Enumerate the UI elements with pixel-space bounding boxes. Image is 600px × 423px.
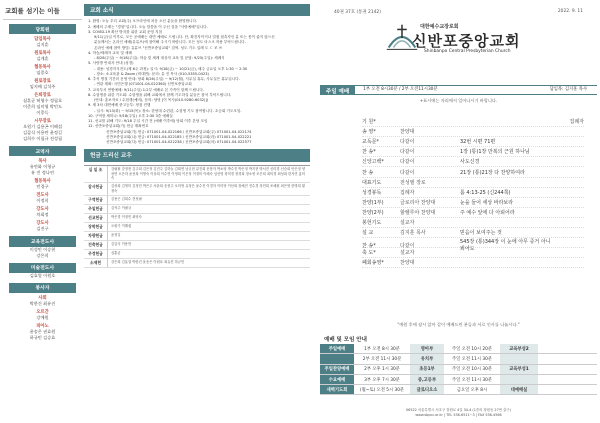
staff-names: 김진구 (36, 226, 49, 232)
order-item: 축 도* (362, 250, 376, 257)
dept-place: 교육부성2 (500, 344, 538, 354)
staff-names: 이준희 임미영 박민도 (22, 104, 63, 110)
issue-number: 40권 37호 (통권 2142) (334, 10, 381, 15)
staff-role: 전도사 (36, 193, 49, 199)
order-row (362, 218, 584, 228)
order-row (362, 188, 584, 198)
order-item: 찬양(1부) (362, 199, 384, 206)
news-item: - 연관 계좌: 국민은행 (071001-04-022360) 신반포중앙교회 (94, 82, 192, 87)
order-leader: 설교자 (400, 250, 415, 257)
news-item: 3. COVID-19 확산 방지를 위한 교회 운영 지침 (88, 29, 162, 34)
offering-type: 건축헌금 (84, 241, 108, 250)
worship-time: 2부 오전 11시 30분 (354, 354, 410, 364)
news-item: - 일시: 9/13(화) ~ 9/15(목): 장소: 한양대 수련관, 수험생 기도 참여합니다. 초등회 기도모임. (94, 108, 242, 113)
staff-names: 김효열 이원호 (29, 272, 56, 278)
worship-name: 주일찬양예배 (320, 365, 354, 375)
staff-role: 목사 (38, 159, 47, 165)
offering-names: 윤정길 (108, 232, 310, 241)
order-leader: 김지훈 목사 (400, 230, 426, 237)
service-column (320, 3, 597, 419)
order-detail: 사도신경 (460, 159, 480, 166)
dept-time: 주일 오전 10시 30분 (444, 365, 500, 375)
staff-role: 시무장로 (34, 119, 51, 125)
worship-schedule-title: 예배 및 모임 안내 (324, 337, 367, 343)
order-detail: 545장 (통)344장 이 눈에 아무 증거 아니 뵈어도 (460, 239, 551, 253)
offering-type: 주일헌금 (84, 205, 108, 214)
account-line: 신반포중앙교회(다) 헌금: 071001-04-022238 / 신반포중앙교회(마) 071001-04-022577 (106, 140, 252, 145)
staff-column (3, 3, 82, 419)
order-detail: 롬 4:13-25 (신244쪽) (460, 189, 511, 196)
staff-role: 원로장로 (34, 79, 51, 85)
worship-name: 새벽기도회 (320, 385, 354, 395)
news-item: 5. 사랑방 안내서 안내 (성경) (88, 61, 134, 66)
news-heading: 교회 소식 (84, 4, 310, 16)
offering-type: 구역헌금 (84, 196, 108, 205)
dept-name: 유치부 (410, 354, 444, 364)
staff-section (3, 24, 82, 142)
staff-names: 박한건 최유진 (29, 300, 56, 306)
order-item: 찬 송 (362, 169, 374, 176)
order-leader: 다같이 (400, 242, 415, 249)
staff-names: 오원기 김용곤 이해섭 (22, 124, 63, 130)
order-row (362, 228, 584, 238)
order-detail: 1장 (통)1장 만복의 근원 하나님 (460, 149, 530, 156)
staff-names: 임지배 김석주 (29, 84, 56, 90)
dept-name: 글로디오소 (410, 385, 444, 395)
offering-type: 장학헌금 (84, 223, 108, 232)
staff-section-heading: 당회원 (9, 24, 76, 34)
order-item: 송 영* (362, 129, 376, 136)
news-item: - 8/28(주일) ~ 9/18(주일): 학습 및 세례 대상자 교육 및 문답: 9/25(주일): 세례식 (94, 56, 225, 61)
dept-time: 주일 오전 11시 30분 (444, 375, 500, 385)
church-footer (320, 408, 597, 417)
order-leader: 다같이 (400, 159, 415, 166)
staff-role: 담임목사 (34, 37, 51, 43)
staff-names: 윤송은 권효원 (29, 328, 56, 334)
worship-name (320, 354, 354, 364)
news-list (84, 19, 310, 129)
staff-names: 김지훈 (36, 42, 49, 48)
stand-note: +표시에는 자리에서 일어나시기 바랍니다. (419, 98, 498, 103)
staff-section-heading: 교육전도사 (9, 236, 76, 246)
offering-names: 박은경 이정민 최영숙 (108, 214, 310, 223)
staff-section (3, 263, 82, 279)
news-item: 10. 구역장 세미나: 9/18(주일) 오후 2:30 3층 예배실 (88, 113, 173, 118)
news-item: (안내: 홍보자료 / 수험생(예비), 문의: 담당 [이 목사(010-9280-6032)]) (94, 98, 209, 103)
staff-role: 오르간 (36, 309, 49, 315)
order-role: 집례자 (569, 119, 584, 126)
news-item: 온라인 예배 참여 방법: 유튜브 "신반포중앙교회" 검색. 성도 기도 입례 도 ㄷ 조 쓰 (94, 45, 223, 50)
service-bar (320, 85, 597, 95)
worship-spacer (538, 354, 597, 364)
news-item: - 내용: 성경지식전도(제 6주 과정): 일시: 9/18(금) ~ 10/21(금), 매주 금요일 오후 1:30 ~ 2:30 (94, 66, 248, 71)
news-item: 12. 신반포중앙교회(가) 헌금 계좌번호 (88, 124, 149, 129)
dept-place (500, 375, 538, 385)
service-tag: 주일 예배 (320, 85, 355, 95)
account-line: 신반포중앙교회(나) 헌금: 071001-04-022185 / 신반포중앙교회(라) 071001-04-022221 (106, 134, 252, 139)
order-item: 대표기도 (362, 179, 382, 186)
dept-name: 초등1부 (410, 365, 444, 375)
order-leader: 찬양대 (400, 260, 415, 267)
news-item: 1. 환영: 오늘 우리 교회(주) 오프라인에 처음 오신 분들을 환영합니다. (88, 19, 198, 24)
service-times: 1부 오전 8시30분 / 2부 오전11시30분 (355, 85, 549, 95)
staff-title: 교회를 섬기는 이들 (3, 3, 82, 20)
staff-role: 협동목사 (34, 179, 51, 185)
order-item: 성경봉독 (362, 189, 382, 196)
account-list (84, 130, 310, 146)
order-of-service (362, 117, 584, 268)
news-item: 6. 추석 명절 기간의 운영 안내: 당회 8/26(주일) ~ 9/12(월), 사무실 휴무, 사무실은 휴무입니다. (88, 77, 240, 82)
news-item: 8. 수험생을 위한 기도회: 수험생을 위해 교회에서 함께 기도하실 분들은 참석 부탁드립니다. (88, 92, 232, 97)
staff-names: 강예원 (36, 314, 49, 320)
order-row (362, 127, 584, 137)
dept-place: 대예배실 (500, 385, 538, 395)
worship-time: 3부 오후 7시 30분 (354, 375, 410, 385)
service-preacher: 담임목: 김지훈 목사 (550, 85, 597, 95)
staff-section-heading: 미술전도사 (9, 263, 76, 273)
worship-schedule-table (320, 344, 597, 406)
order-detail: 21장 (통)21장 다 찬양하여라 (460, 169, 525, 176)
denomination: 대한예수교장로회 (420, 24, 459, 30)
order-row (362, 137, 584, 147)
staff-role: 피아노 (36, 323, 49, 329)
worship-spacer (538, 385, 597, 395)
offering-heading: 헌금 드리신 교우 (84, 149, 310, 161)
order-leader: 찬양대 (400, 129, 415, 136)
staff-names: 이정희 (36, 198, 49, 204)
offering-type: 선교헌금 (84, 214, 108, 223)
church-english-name: Shinbanpo Central Presbyterian Church (424, 49, 511, 54)
staff-section-heading: 봉사자 (9, 283, 76, 293)
order-item: 설 교 (362, 230, 374, 237)
order-row (362, 157, 584, 167)
church-address: 06522 서울특별시 서초구 잠원로 4길 34-4 (1층의 장원동 27번 출구) (406, 408, 511, 412)
order-row (362, 198, 584, 208)
staff-names: 유 진 정나연 (31, 170, 54, 176)
order-row (362, 178, 584, 188)
staff-role: 은퇴장로 (34, 93, 51, 99)
staff-names: 임종호 (36, 70, 49, 76)
staff-names: 하규민 김승효 (29, 334, 56, 340)
order-leader: 집례자 (400, 189, 415, 196)
staff-section (3, 283, 82, 341)
dept-time: 주일 오전 10시 20분 (444, 344, 500, 354)
news-item: - 장소: 소교육관 & Zoom (비대면): 문의: 유 진 목사 (010-5355-0423) (94, 71, 209, 76)
dept-name: 영아부 (410, 344, 444, 354)
church-name: 신반포중앙교회 (412, 32, 521, 50)
news-item: 9. 제 3차 대면예배 중고등부: 정점 진행 (88, 103, 151, 108)
church-contact: www.sbpcc.or.kr | TEL 536-6511~3 | FAX 536-4566 (415, 412, 502, 417)
order-leader: 다같이 (400, 139, 415, 146)
staff-section (3, 236, 82, 258)
staff-names: 김희수 이필규 전성필 (22, 136, 63, 142)
staff-names: 민경구 (36, 184, 49, 190)
offering-names: 김갑식 이용만 (108, 241, 310, 250)
order-item: 폐회송영* (362, 260, 384, 267)
news-item: 11. 선교를 위해 기도: 9/18 주일 시간 전 (예배 이후에) 당회 이후 본당 모임 (88, 119, 208, 124)
order-row (362, 147, 584, 157)
order-row (362, 117, 584, 127)
order-leader: 글로리아 찬양대 (400, 199, 436, 206)
worship-spacer (538, 344, 597, 354)
account-line: 신반포중앙교회(가) 헌금: 071001-04-022166 / 신반포중앙교회(주) 071001-04-022174 (106, 129, 252, 134)
worship-name: 수요예배 (320, 375, 354, 385)
offering-table (84, 165, 310, 269)
staff-role: 원로목사 (34, 51, 51, 57)
dept-name: 중,고등부 (410, 375, 444, 385)
worship-time: (월~토) 오전 5시 30분 (354, 385, 410, 395)
offering-names: 김용곤 김희수 전성필 (108, 196, 310, 205)
news-item: 9/11(금)일 이후로, 모든 공예배는 대면 예배로 드립니다. 단, 확진자이거나 밀접 접촉자인 분 또는 몸이 좋지 않으신 (94, 35, 275, 40)
order-row (362, 167, 584, 177)
worship-spacer (538, 375, 597, 385)
staff-role: 사회 (38, 295, 47, 301)
news-item: 7. 교육부서 연합예배: 9/11(주일) 1:2부 예배로 본 가족이 함께 드립니다. (88, 87, 205, 92)
order-row (362, 238, 584, 253)
offering-names: 심훈균 (108, 250, 310, 259)
staff-names: 이종득 (36, 110, 49, 116)
dept-time: 금요일 오후 8시 (444, 385, 500, 395)
staff-names: 차회정 (36, 212, 49, 218)
order-leader: 설교자 (400, 219, 415, 226)
news-column (84, 3, 310, 419)
offering-type: 소제헌 (84, 259, 108, 268)
dept-time: 주일 오전 11시 30분 (444, 354, 500, 364)
order-item: 봉헌기도 (362, 219, 382, 226)
news-item: 4. 학습/세례자 교육 및 세례 (88, 50, 132, 55)
order-detail: 주 예수 앞에 다 아뢰어라 (460, 209, 515, 216)
news-item: 2. 예배의 주제는 "경청"입니다. 오늘 말씀을 이 주신 것을 "사랑예배"입니다. (88, 24, 208, 29)
staff-names: 유연화 이형규 (29, 164, 56, 170)
order-leader: 다같이 (400, 169, 415, 176)
staff-names: 심훈균 허영수 정필호 (22, 98, 63, 104)
offering-type: 주정헌금 (84, 250, 108, 259)
order-row (362, 208, 584, 218)
worship-time: 2부 오후 1시 30분 (354, 365, 410, 375)
dept-place (500, 354, 538, 364)
order-item: 신앙고백* (362, 159, 384, 166)
staff-names: 김계훈 (36, 56, 49, 62)
offering-type: 감사헌금 (84, 183, 108, 196)
offering-names: 김석주 이필규 (108, 205, 310, 214)
offering-names: 강은희 김효열 박한건 윤송은 이원호 최유진 하규민 (108, 259, 310, 268)
staff-names: 김갑식 이용만 윤정길 (22, 130, 63, 136)
staff-section (3, 146, 82, 232)
worship-name: 주일예배 (320, 344, 354, 354)
order-detail: 32번 시편 71편 (460, 139, 496, 146)
worship-time: 1부 오전 8시 30분 (354, 344, 410, 354)
staff-role: 강도사 (36, 207, 49, 213)
order-item: 찬 송* (362, 242, 376, 249)
staff-role: 협동목사 (34, 65, 51, 71)
news-item: 분들께서는 온라인 예배(유튜브)에 참여해 주시기 바랍니다. 모든 성도 마스크 착용 부탁드립니다. (94, 40, 246, 45)
closing-quote: "예원 후에 잠시 앉아 같이 예배드린 분들과 서로 인사를 나눕시다." (397, 322, 520, 327)
staff-section-heading: 교역자 (9, 146, 76, 156)
order-item: 찬 송* (362, 149, 376, 156)
staff-names: 이성민 이승현 (29, 246, 56, 252)
order-item: 기 원* (362, 119, 376, 126)
offering-names: 김성희 김영미 김정민 박은주 서윤희 송현주 오미영 유정은 윤수진 이경자 이미영 이선희 장혜진 전수경 정민희 조혜원 최은영 한명희 황정숙 (108, 183, 310, 196)
order-leader: 전성필 장로 (400, 179, 426, 186)
order-leader: 할렐루야 찬양대 (400, 209, 436, 216)
offering-type: 십 일 조 (84, 166, 108, 184)
order-item: 교독문* (362, 139, 379, 146)
order-row (362, 258, 584, 268)
order-leader: 다같이 (400, 149, 415, 156)
staff-role: 강도사 (36, 221, 49, 227)
dept-place: 교육부성1 (500, 365, 538, 375)
offering-names: 강필휘 강정현 김주희 김은정 김진주 김하늘 김희연 남궁현 류진희 문봉자 박소영 박수진 박은정 박지현 방서진 신미경 신승희 안은정 양성연 오은하 윤선희 이명숙 이상희 이수연 이영희 이은정 이정미 이혜숙 임선영 장미경 정경희 정소영 조은희 최미경 최성희 한지연 홍미숙 (108, 166, 310, 184)
order-item: 찬양(2부) (362, 209, 384, 216)
issue-bar (320, 3, 597, 15)
issue-date: 2022. 9. 11 (557, 9, 583, 14)
worship-spacer (538, 365, 597, 375)
staff-names: 강은희 (36, 252, 49, 258)
order-detail: 믿음이 보여주는 것 (460, 230, 502, 237)
order-detail: 눈을 들어 세상 바라보라 (460, 199, 514, 206)
offering-names: 오원기 이해섭 (108, 223, 310, 232)
offering-type: 차량헌금 (84, 232, 108, 241)
